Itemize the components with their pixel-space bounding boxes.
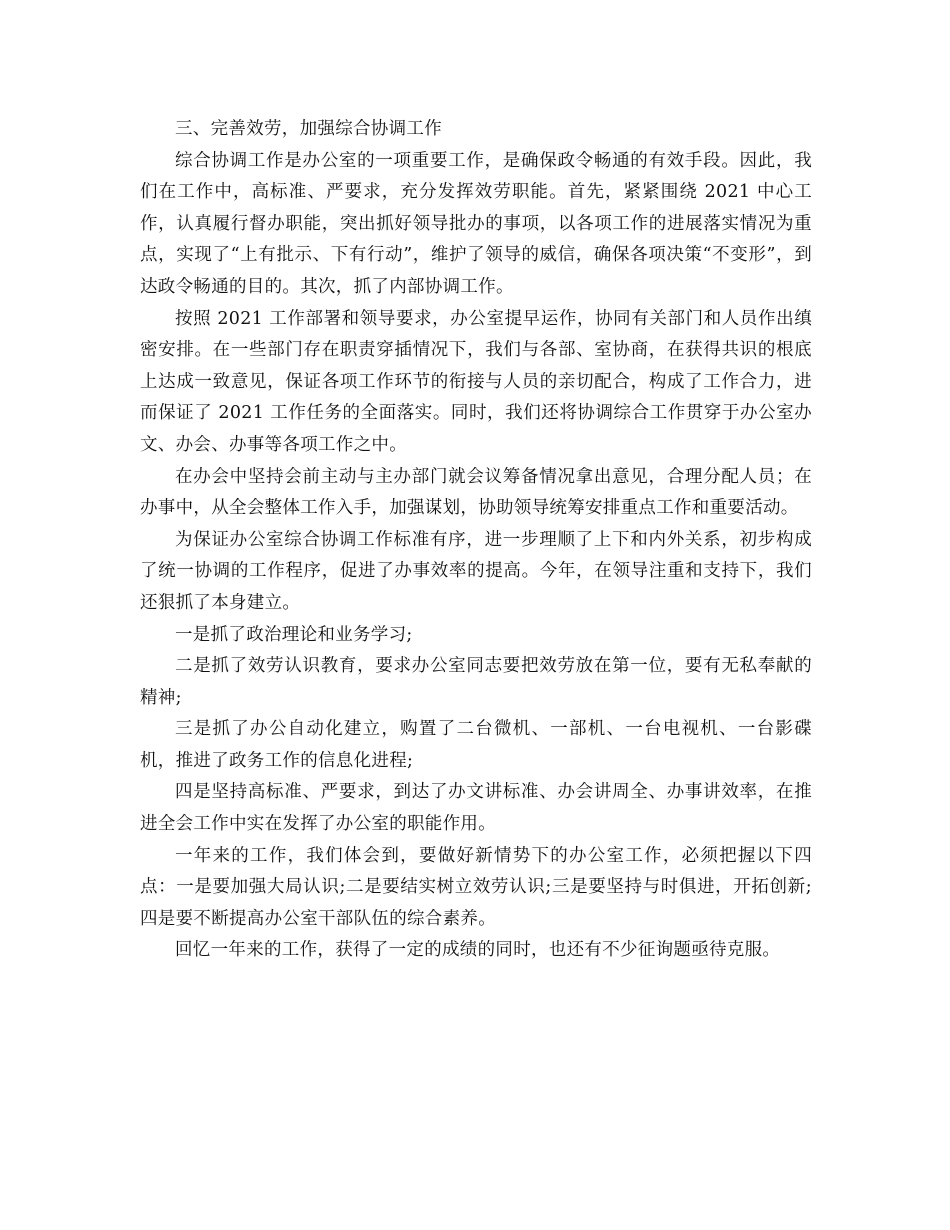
section-heading: 三、完善效劳，加强综合协调工作	[175, 119, 442, 139]
document-body	[140, 114, 812, 967]
paragraph: 按照 2021 工作部署和领导要求，办公室提早运作，协同有关部门和人员作出缜密安排。在一些部门存在职责穿插情况下，我们与各部、室协商，在获得共识的根底上达成一致意见，保证各项工作环节的衔接与人员的亲切配合，构成了工作合力，进而保证了 2021 工作任务的全面落实。同时，我们还将协调综合工作贯穿于办公室办文、办会、办事等各项工作之中。	[140, 308, 812, 455]
list-item: 二是抓了效劳认识教育，要求办公室同志要把效劳放在第一位，要有无私奉献的精神;	[140, 656, 812, 708]
list-item: 四是坚持高标准、严要求，到达了办文讲标准、办会讲周全、办事讲效率，在推进全会工作中实在发挥了办公室的职能作用。	[140, 782, 812, 835]
paragraph: 综合协调工作是办公室的一项重要工作，是确保政令畅通的有效手段。因此，我们在工作中，高标准、严要求，充分发挥效劳职能。首先，紧紧围绕 2021 中心工作，认真履行督办职能，突出抓好领导批办的事项，以各项工作的进展落实情况为重点，实现了“上有批示、下有行动”，维护了领导的威信，确保各项决策“不变形”，到达政令畅通的目的。其次，抓了内部协调工作。	[140, 150, 812, 297]
paragraph: 在办会中坚持会前主动与主办部门就会议筹备情况拿出意见，合理分配人员；在办事中，从全会整体工作入手，加强谋划，协助领导统筹安排重点工作和重要活动。	[140, 466, 812, 519]
paragraph: 为保证办公室综合协调工作标准有序，进一步理顺了上下和内外关系，初步构成了统一协调的工作程序，促进了办事效率的提高。今年，在领导注重和支持下，我们还狠抓了本身建立。	[140, 529, 812, 613]
paragraph: 一年来的工作，我们体会到，要做好新情势下的办公室工作，必须把握以下四点：一是要加强大局认识;二是要结实树立效劳认识;三是要坚持与时俱进，开拓创新;四是要不断提高办公室干部队伍的综合素养。	[140, 845, 812, 929]
list-item: 三是抓了办公自动化建立，购置了二台微机、一部机、一台电视机、一台影碟机，推进了政务工作的信息化进程;	[140, 719, 812, 771]
paragraph: 回忆一年来的工作，获得了一定的成绩的同时，也还有不少征询题亟待克服。	[175, 940, 781, 961]
list-item: 一是抓了政治理论和业务学习;	[175, 624, 413, 645]
